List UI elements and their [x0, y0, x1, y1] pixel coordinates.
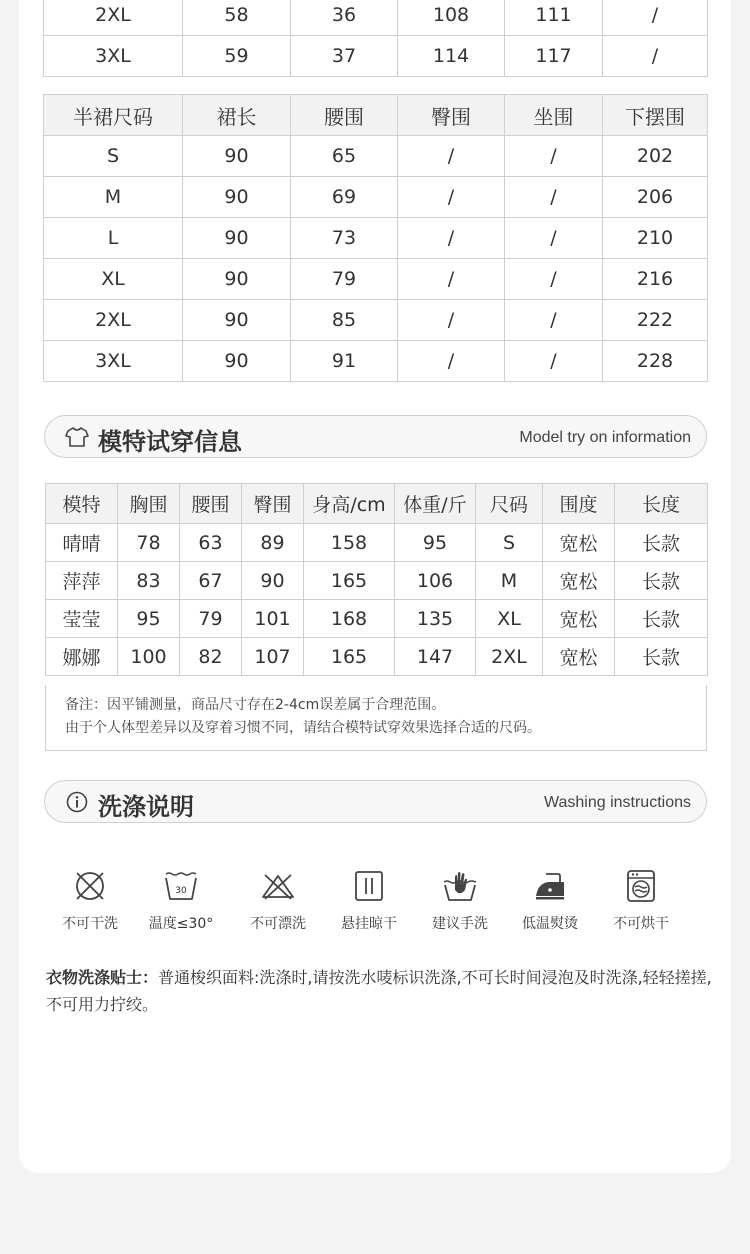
- table-cell: 100: [118, 638, 180, 676]
- table-cell: 莹莹: [46, 600, 118, 638]
- table-cell: 宽松: [543, 524, 615, 562]
- wash-30-icon: [163, 868, 199, 904]
- table-cell: 165: [304, 638, 395, 676]
- table-cell: XL: [44, 259, 183, 300]
- table-row: [44, 36, 708, 77]
- care-label: 建议手洗: [432, 916, 488, 932]
- table-cell: /: [505, 177, 603, 218]
- table-cell: 206: [603, 177, 708, 218]
- table-row: [44, 300, 708, 341]
- table-cell: /: [398, 259, 505, 300]
- table-cell: 3XL: [44, 36, 183, 77]
- section-title: 洗涤说明: [98, 793, 194, 821]
- no-dry-clean-icon: [72, 868, 108, 904]
- washing-banner: [44, 780, 707, 823]
- table-cell: 107: [242, 638, 304, 676]
- column-header: 臀围: [398, 95, 505, 136]
- no-bleach-icon: [260, 868, 296, 904]
- table-cell: 210: [603, 218, 708, 259]
- table-cell: 168: [304, 600, 395, 638]
- section-subtitle: Model try on information: [519, 429, 691, 446]
- table-cell: 106: [395, 562, 476, 600]
- table-cell: 67: [180, 562, 242, 600]
- table-cell: 65: [291, 136, 398, 177]
- skirt-size-table: [43, 94, 708, 382]
- table-row: [44, 0, 708, 36]
- table-cell: /: [398, 136, 505, 177]
- column-header: 腰围: [180, 484, 242, 524]
- table-cell: /: [398, 300, 505, 341]
- table-row: [44, 259, 708, 300]
- table-cell: S: [44, 136, 183, 177]
- wash-temp-text: 30: [175, 886, 187, 896]
- size-note: [45, 685, 707, 751]
- table-cell: 长款: [615, 600, 708, 638]
- tip-text: 普通梭织面料:洗涤时,请按洗水唛标识洗涤,不可长时间浸泡及时洗涤,轻轻搓搓,不可用力拧绞。: [46, 968, 712, 1014]
- table-cell: 135: [395, 600, 476, 638]
- hand-wash-icon: [442, 868, 478, 904]
- table-cell: 2XL: [44, 0, 183, 36]
- hang-dry-icon: [351, 868, 387, 904]
- table-cell: 95: [118, 600, 180, 638]
- table-cell: 90: [183, 259, 291, 300]
- column-header: 半裙尺码: [44, 95, 183, 136]
- table-cell: XL: [476, 600, 543, 638]
- table-cell: 90: [183, 341, 291, 382]
- table-cell: 83: [118, 562, 180, 600]
- table-cell: 长款: [615, 524, 708, 562]
- care-label: 低温熨烫: [522, 916, 578, 932]
- care-label: 不可烘干: [613, 916, 669, 932]
- table-cell: 宽松: [543, 600, 615, 638]
- table-cell: 晴晴: [46, 524, 118, 562]
- top-size-table: [43, 0, 708, 77]
- table-cell: 79: [180, 600, 242, 638]
- table-cell: 79: [291, 259, 398, 300]
- table-cell: 宽松: [543, 638, 615, 676]
- table-cell: 63: [180, 524, 242, 562]
- table-cell: 95: [395, 524, 476, 562]
- table-cell: /: [603, 0, 708, 36]
- table-cell: 111: [505, 0, 603, 36]
- washing-tip: [46, 964, 718, 1018]
- table-row: [46, 638, 708, 676]
- table-cell: 216: [603, 259, 708, 300]
- table-cell: 37: [291, 36, 398, 77]
- table-cell: 娜娜: [46, 638, 118, 676]
- column-header: 围度: [543, 484, 615, 524]
- table-row: [44, 177, 708, 218]
- table-cell: /: [505, 259, 603, 300]
- table-cell: 114: [398, 36, 505, 77]
- column-header: 尺码: [476, 484, 543, 524]
- table-cell: M: [44, 177, 183, 218]
- column-header: 臀围: [242, 484, 304, 524]
- care-item: [596, 868, 686, 933]
- column-header: 下摆围: [603, 95, 708, 136]
- table-cell: 228: [603, 341, 708, 382]
- care-item: [233, 868, 323, 933]
- model-info-banner: [44, 415, 707, 458]
- table-cell: 90: [183, 177, 291, 218]
- table-cell: 108: [398, 0, 505, 36]
- tshirt-icon: [65, 426, 89, 448]
- table-header-row: [44, 95, 708, 136]
- info-icon: [65, 791, 89, 813]
- model-try-on-table: [45, 483, 708, 676]
- table-cell: 3XL: [44, 341, 183, 382]
- table-cell: 165: [304, 562, 395, 600]
- care-item: [45, 868, 135, 933]
- table-cell: L: [44, 218, 183, 259]
- column-header: 腰围: [291, 95, 398, 136]
- column-header: 裙长: [183, 95, 291, 136]
- table-cell: 117: [505, 36, 603, 77]
- table-cell: 73: [291, 218, 398, 259]
- care-label: 温度≤30°: [148, 916, 214, 932]
- care-item: [324, 868, 414, 933]
- table-cell: 101: [242, 600, 304, 638]
- table-cell: /: [398, 341, 505, 382]
- table-row: [44, 136, 708, 177]
- section-subtitle: Washing instructions: [543, 794, 691, 811]
- table-cell: 82: [180, 638, 242, 676]
- table-cell: 90: [183, 300, 291, 341]
- table-cell: /: [505, 341, 603, 382]
- care-item: [136, 868, 226, 933]
- table-cell: 2XL: [44, 300, 183, 341]
- table-cell: 2XL: [476, 638, 543, 676]
- table-row: [44, 218, 708, 259]
- column-header: 胸围: [118, 484, 180, 524]
- column-header: 身高/cm: [304, 484, 395, 524]
- table-cell: 202: [603, 136, 708, 177]
- tip-label: 衣物洗涤贴士：: [46, 968, 159, 987]
- table-cell: 59: [183, 36, 291, 77]
- table-cell: /: [398, 177, 505, 218]
- table-cell: /: [398, 218, 505, 259]
- table-cell: 长款: [615, 638, 708, 676]
- care-item: [505, 868, 595, 933]
- table-cell: 长款: [615, 562, 708, 600]
- table-cell: S: [476, 524, 543, 562]
- table-row: [44, 341, 708, 382]
- care-item: [415, 868, 505, 933]
- table-cell: 91: [291, 341, 398, 382]
- table-cell: 89: [242, 524, 304, 562]
- table-cell: 147: [395, 638, 476, 676]
- table-cell: 69: [291, 177, 398, 218]
- table-row: [46, 524, 708, 562]
- table-cell: /: [505, 136, 603, 177]
- table-cell: 158: [304, 524, 395, 562]
- table-cell: 58: [183, 0, 291, 36]
- care-label: 不可漂洗: [250, 916, 306, 932]
- column-header: 坐围: [505, 95, 603, 136]
- table-cell: 90: [183, 218, 291, 259]
- care-label: 悬挂晾干: [341, 916, 397, 932]
- table-cell: 90: [242, 562, 304, 600]
- no-tumble-dry-icon: [623, 868, 659, 904]
- low-iron-icon: [532, 868, 568, 904]
- table-cell: /: [505, 300, 603, 341]
- table-row: [46, 562, 708, 600]
- table-cell: 萍萍: [46, 562, 118, 600]
- table-cell: 90: [183, 136, 291, 177]
- column-header: 长度: [615, 484, 708, 524]
- table-cell: 85: [291, 300, 398, 341]
- table-cell: /: [603, 36, 708, 77]
- table-row: [46, 600, 708, 638]
- table-cell: 222: [603, 300, 708, 341]
- column-header: 模特: [46, 484, 118, 524]
- table-cell: 78: [118, 524, 180, 562]
- section-title: 模特试穿信息: [98, 428, 242, 456]
- table-cell: 宽松: [543, 562, 615, 600]
- table-header-row: [46, 484, 708, 524]
- note-line: 由于个人体型差异以及穿着习惯不同，请结合模特试穿效果选择合适的尺码。: [65, 720, 541, 736]
- care-label: 不可干洗: [62, 916, 118, 932]
- table-cell: /: [505, 218, 603, 259]
- column-header: 体重/斤: [395, 484, 476, 524]
- note-line: 备注：因平铺测量，商品尺寸存在2-4cm误差属于合理范围。: [65, 697, 446, 713]
- table-cell: M: [476, 562, 543, 600]
- table-cell: 36: [291, 0, 398, 36]
